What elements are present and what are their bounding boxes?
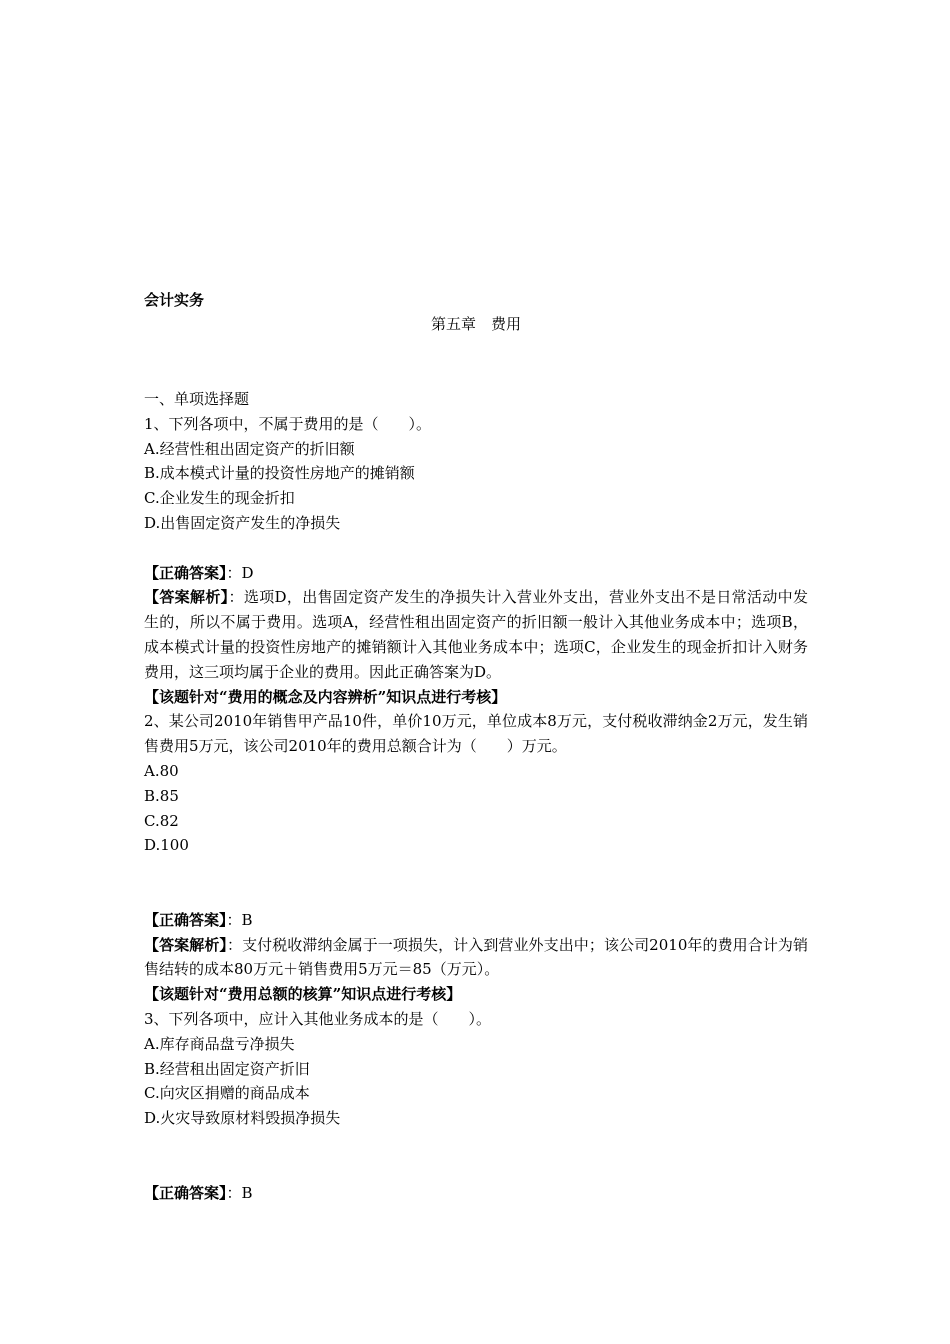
option-c: C.向灾区捐赠的商品成本 xyxy=(144,1084,310,1103)
question-stem: 1、下列各项中，不属于费用的是（ ）。 xyxy=(144,414,432,433)
question-stem: 2、某公司2010年销售甲产品10件，单价10万元，单位成本8万元，支付税收滞纳金2万元，发生销售费用5万元，该公司2010年的费用总额合计为（ ）万元。 xyxy=(144,712,808,756)
analysis-text: ：选项D，出售固定资产发生的净损失计入营业外支出，营业外支出不是日常活动中发生的，所以不属于费用。选项A，经营性租出固定资产的折旧额一般计入其他业务成本中；选项B，成本模式计量的投资性房地产的摊销额计入其他业务成本中；选项C，企业发生的现金折扣计入财务费用，这三项均属于企业的费用。因此正确答案为D。 xyxy=(144,588,808,681)
section-heading: 一、单项选择题 xyxy=(144,390,250,408)
option-d: D.100 xyxy=(144,836,189,855)
analysis-label: 【答案解析】 xyxy=(144,935,227,954)
answer-label: 【正确答案】 xyxy=(144,1183,227,1202)
question-2 xyxy=(144,709,808,1007)
option-a: A.80 xyxy=(144,761,179,780)
question-stem: 3、下列各项中，应计入其他业务成本的是（ ）。 xyxy=(144,1009,492,1028)
question-1 xyxy=(144,412,808,710)
answer-analysis xyxy=(144,933,808,983)
chapter-title: 第五章 费用 xyxy=(430,315,521,333)
option-c: C.82 xyxy=(144,811,179,830)
answer-label: 【正确答案】 xyxy=(144,563,227,582)
spacer xyxy=(144,1131,808,1181)
analysis-text: ：支付税收滞纳金属于一项损失，计入到营业外支出中；该公司2010年的费用合计为销售结转的成本80万元＋销售费用5万元＝85（万元）。 xyxy=(144,935,808,979)
answer-value: ：B xyxy=(226,910,253,929)
knowledge-point: 【该题针对“费用总额的核算”知识点进行考核】 xyxy=(144,985,462,1004)
correct-answer xyxy=(144,1181,808,1206)
option-b: B.经营租出固定资产折旧 xyxy=(144,1059,310,1078)
answer-analysis xyxy=(144,585,808,684)
option-b: B.成本模式计量的投资性房地产的摊销额 xyxy=(144,464,415,483)
document-body xyxy=(144,290,808,1205)
option-c: C.企业发生的现金折扣 xyxy=(144,489,295,508)
question-3 xyxy=(144,1007,808,1205)
answer-value: ：B xyxy=(226,1183,253,1202)
option-a: A.经营性租出固定资产的折旧额 xyxy=(144,439,355,458)
option-d: D.火灾导致原材料毁损净损失 xyxy=(144,1109,341,1128)
option-b: B.85 xyxy=(144,786,179,805)
analysis-label: 【答案解析】 xyxy=(144,588,229,607)
option-a: A.库存商品盘亏净损失 xyxy=(144,1034,295,1053)
option-d: D.出售固定资产发生的净损失 xyxy=(144,513,341,532)
answer-value: ：D xyxy=(226,563,254,582)
document-title: 会计实务 xyxy=(144,291,205,309)
answer-label: 【正确答案】 xyxy=(144,910,227,929)
knowledge-point: 【该题针对“费用的概念及内容辨析”知识点进行考核】 xyxy=(144,687,507,706)
spacer xyxy=(144,336,808,387)
correct-answer xyxy=(144,561,808,586)
spacer xyxy=(144,858,808,908)
spacer xyxy=(144,536,808,561)
correct-answer xyxy=(144,908,808,933)
